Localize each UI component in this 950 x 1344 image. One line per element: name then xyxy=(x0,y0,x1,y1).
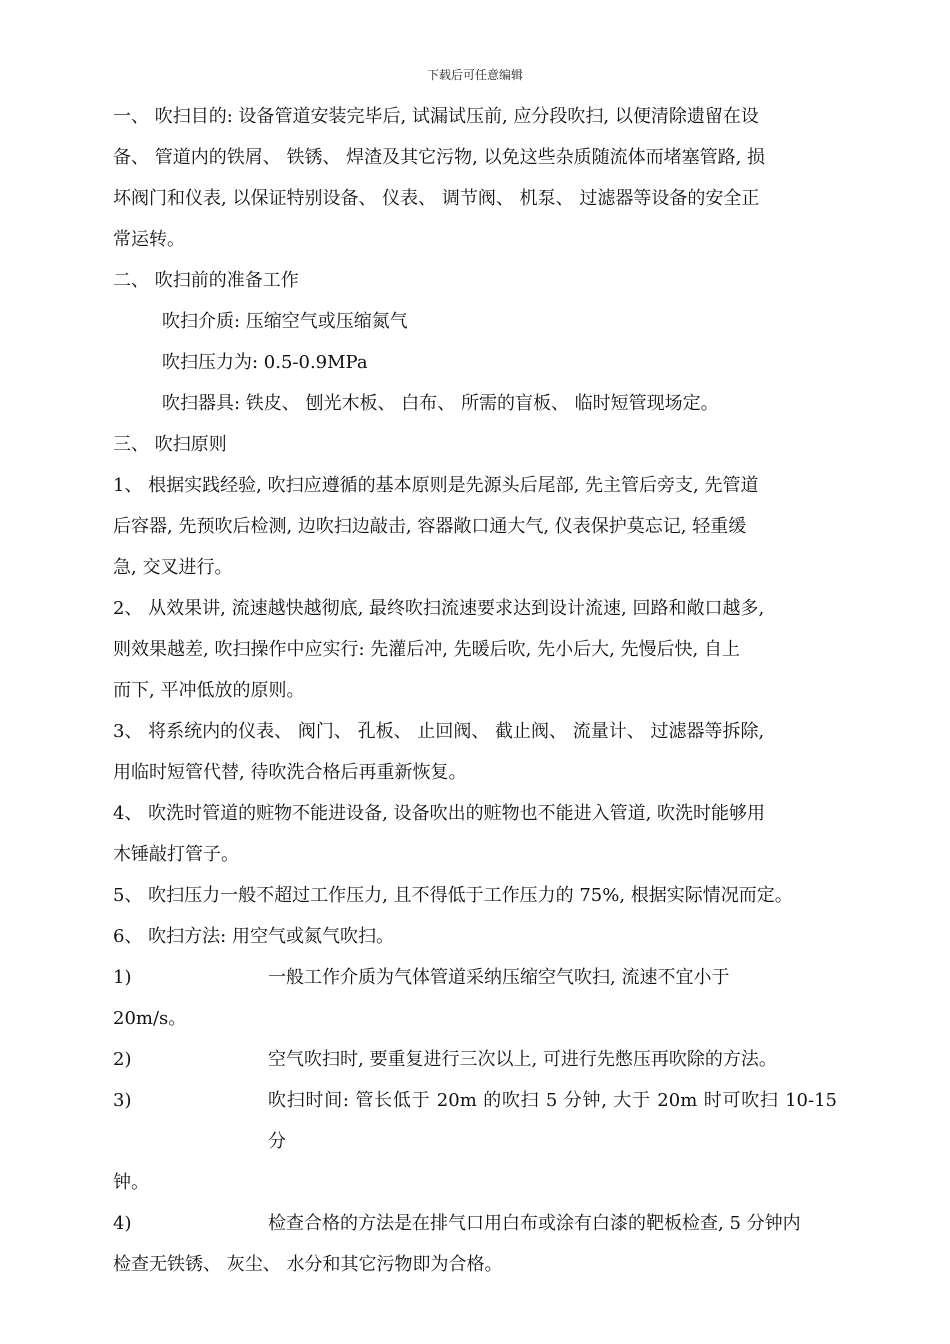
text-line: 吹扫器具: 铁皮、 刨光木板、 白布、 所需的盲板、 临时短管现场定。 xyxy=(162,393,719,414)
text-line: 木锤敲打管子。 xyxy=(113,844,239,865)
sub-item-text: 空气吹扫时, 要重复进行三次以上, 可进行先憋压再吹除的方法。 xyxy=(268,1049,777,1070)
page-header: 下载后可任意编辑 xyxy=(426,68,523,82)
document-body xyxy=(113,96,837,1285)
text-line: 常运转。 xyxy=(113,229,185,250)
section-heading: 二、 吹扫前的准备工作 xyxy=(113,270,299,291)
text-line: 1、 根据实践经验, 吹扫应遵循的基本原则是先源头后尾部, 先主管后旁支, 先管道 xyxy=(113,475,759,496)
sub-item-text: 检查合格的方法是在排气口用白布或涂有白漆的靶板检查, 5 分钟内 xyxy=(268,1213,801,1234)
text-line: 一、 吹扫目的: 设备管道安装完毕后, 试漏试压前, 应分段吹扫, 以便清除遗留在设 xyxy=(113,106,759,127)
text-line: 吹扫压力为: 0.5-0.9MPa xyxy=(162,352,368,373)
sub-item-number: 2) xyxy=(113,1049,132,1070)
sub-item-number: 1) xyxy=(113,967,132,988)
text-line: 则效果越差, 吹扫操作中应实行: 先灌后冲, 先暖后吹, 先小后大, 先慢后快, 自上 xyxy=(113,639,740,660)
sub-item-text: 一般工作介质为气体管道采纳压缩空气吹扫, 流速不宜小于 xyxy=(268,967,730,988)
sub-item xyxy=(113,1039,837,1080)
sub-item xyxy=(113,957,837,1039)
section-heading: 三、 吹扫原则 xyxy=(113,434,227,455)
text-line: 3、 将系统内的仪表、 阀门、 孔板、 止回阀、 截止阀、 流量计、 过滤器等拆除, xyxy=(113,721,765,742)
sub-item-continuation: 检查无铁锈、 灰尘、 水分和其它污物即为合格。 xyxy=(113,1254,503,1275)
text-line: 而下, 平冲低放的原则。 xyxy=(113,680,305,701)
text-line: 备、 管道内的铁屑、 铁锈、 焊渣及其它污物, 以免这些杂质随流体而堵塞管路, 损 xyxy=(113,147,766,168)
text-line: 坏阀门和仪表, 以保证特别设备、 仪表、 调节阀、 机泵、 过滤器等设备的安全正 xyxy=(113,188,760,209)
sub-item-number: 3) xyxy=(113,1090,132,1111)
sub-item-continuation: 钟。 xyxy=(113,1172,149,1193)
text-line: 4、 吹洗时管道的赃物不能进设备, 设备吹出的赃物也不能进入管道, 吹洗时能够用 xyxy=(113,803,766,824)
sub-item-text: 吹扫时间: 管长低于 20m 的吹扫 5 分钟, 大于 20m 时可吹扫 10-15 分 xyxy=(268,1090,837,1152)
sub-item-number: 4) xyxy=(113,1213,132,1234)
sub-item-continuation: 20m/s。 xyxy=(113,1008,187,1029)
text-line: 急, 交叉进行。 xyxy=(113,557,233,578)
sub-item xyxy=(113,1080,837,1203)
text-line: 后容器, 先预吹后检测, 边吹扫边敲击, 容器敞口通大气, 仪表保护莫忘记, 轻重缓 xyxy=(113,516,747,537)
sub-item xyxy=(113,1203,837,1285)
text-line: 用临时短管代替, 待吹洗合格后再重新恢复。 xyxy=(113,762,467,783)
text-line: 吹扫介质: 压缩空气或压缩氮气 xyxy=(162,311,408,332)
text-line: 2、 从效果讲, 流速越快越彻底, 最终吹扫流速要求达到设计流速, 回路和敞口越多, xyxy=(113,598,765,619)
text-line: 5、 吹扫压力一般不超过工作压力, 且不得低于工作压力的 75%, 根据实际情况而定。 xyxy=(113,885,793,906)
text-line: 6、 吹扫方法: 用空气或氮气吹扫。 xyxy=(113,926,394,947)
